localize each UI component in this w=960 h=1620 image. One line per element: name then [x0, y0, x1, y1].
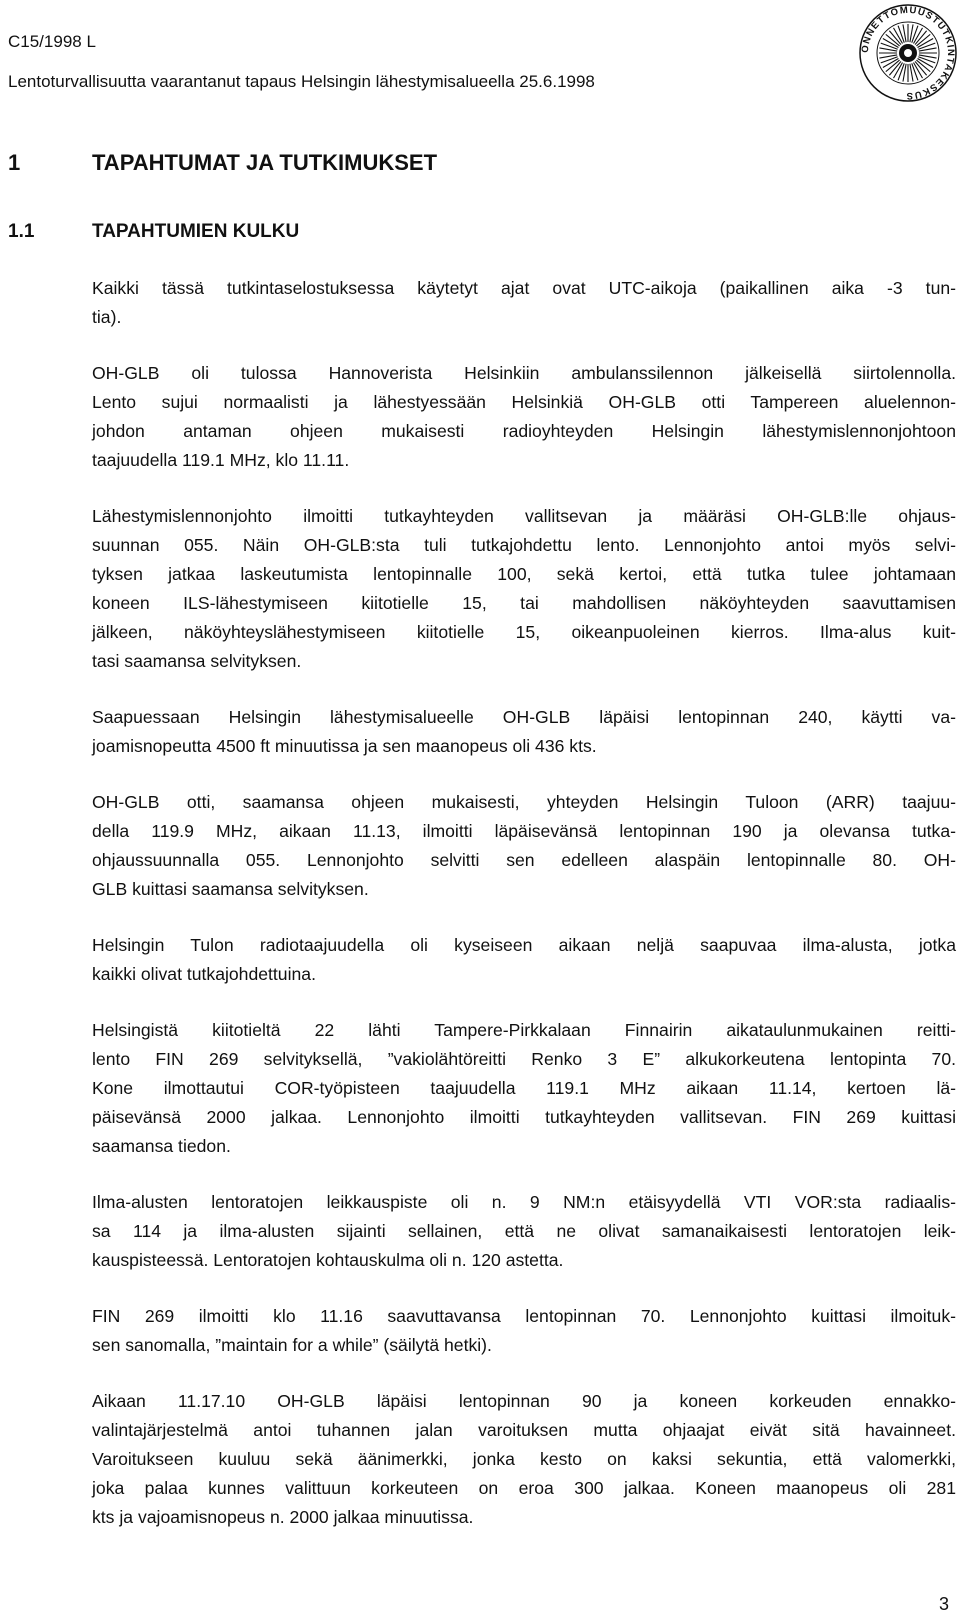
paragraph: [92, 1302, 956, 1360]
investigation-centre-seal-logo: [858, 3, 958, 103]
paragraph-line: taajuudella 119.1 MHz, klo 11.11.: [92, 450, 350, 470]
paragraph-line: Saapuessaan Helsingin lähestymisalueelle OH-GLB läpäisi lentopinnan 240, käytti va-: [92, 707, 956, 727]
paragraph-line: valintajärjestelmä antoi tuhannen jalan varoituksen mutta ohjaajat eivät sitä havainneet.: [92, 1420, 956, 1440]
paragraph-line: OH-GLB otti, saamansa ohjeen mukaisesti, yhteyden Helsingin Tuloon (ARR) taajuu-: [92, 792, 956, 812]
paragraph-line: saamansa tiedon.: [92, 1136, 231, 1156]
section-title: TAPAHTUMAT JA TUTKIMUKSET: [92, 150, 438, 175]
paragraph: [92, 1016, 956, 1161]
paragraph-line: koneen ILS-lähestymiseen kiitotielle 15, tai mahdollisen näköyhteyden saavuttamisen: [92, 593, 956, 613]
paragraph: [92, 1387, 956, 1532]
paragraph-line: tasi saamansa selvityksen.: [92, 651, 302, 671]
page-number: 3: [939, 1594, 950, 1614]
paragraph-line: della 119.9 MHz, aikaan 11.13, ilmoitti läpäisevänsä lentopinnan 190 ja olevansa tutka-: [92, 821, 956, 841]
section-number: 1: [8, 150, 21, 175]
paragraph-line: GLB kuittasi saamansa selvityksen.: [92, 879, 369, 899]
paragraph-line: joka palaa kunnes valittuun korkeuteen on eroa 300 jalkaa. Koneen maanopeus oli 281: [92, 1478, 956, 1498]
paragraph-line: jälkeen, näköyhteyslähestymiseen kiitotielle 15, oikeanpuoleinen kierros. Ilma-alus kuit-: [92, 622, 956, 642]
paragraph: [92, 1188, 956, 1275]
paragraph-line: Helsingistä kiitotieltä 22 lähti Tampere-Pirkkalaan Finnairin aikataulunmukainen reitti-: [92, 1020, 956, 1040]
subsection-number: 1.1: [8, 221, 35, 242]
paragraph-line: Kaikki tässä tutkintaselostuksessa käytetyt ajat ovat UTC-aikoja (paikallinen aika -3 tun-: [92, 278, 956, 298]
paragraph-line: Lento sujui normaalisti ja lähestyessään Helsinkiä OH-GLB otti Tampereen aluelennon-: [92, 392, 956, 412]
document-title: Lentoturvallisuutta vaarantanut tapaus Helsingin lähestymisalueella 25.6.1998: [8, 72, 595, 91]
paragraph-line: tia).: [92, 307, 122, 327]
paragraph: [92, 502, 956, 676]
paragraph-line: Kone ilmottautui COR-työpisteen taajuudella 119.1 MHz aikaan 11.14, kertoen lä-: [92, 1078, 956, 1098]
paragraph-line: ohjaussuunnalla 055. Lennonjohto selvitti sen edelleen alaspäin lentopinnalle 80. OH-: [92, 850, 956, 870]
paragraph-line: tyksen jatkaa laskeutumista lentopinnalle 100, sekä kertoi, että tutka tulee johtamaan: [92, 564, 956, 584]
document-code: C15/1998 L: [8, 32, 96, 51]
paragraph-line: Helsingin Tulon radiotaajuudella oli kyseiseen aikaan neljä saapuvaa ilma-alusta, jotka: [92, 935, 956, 955]
paragraph: [92, 359, 956, 475]
paragraph-line: kauspisteessä. Lentoratojen kohtauskulma oli n. 120 astetta.: [92, 1250, 564, 1270]
paragraph-line: johdon antaman ohjeen mukaisesti radioyhteyden Helsingin lähestymislennonjohtoon: [92, 421, 956, 441]
paragraph-line: Ilma-alusten lentoratojen leikkauspiste oli n. 9 NM:n etäisyydellä VTI VOR:sta radiaalis-: [92, 1192, 956, 1212]
paragraph-line: OH-GLB oli tulossa Hannoverista Helsinkiin ambulanssilennon jälkeisellä siirtolennolla.: [92, 363, 956, 383]
paragraph-line: joamisnopeutta 4500 ft minuutissa ja sen maanopeus oli 436 kts.: [92, 736, 597, 756]
paragraph-line: Lähestymislennonjohto ilmoitti tutkayhteyden vallitsevan ja määräsi OH-GLB:lle ohjaus-: [92, 506, 956, 526]
body-text: [92, 274, 956, 1559]
paragraph-line: FIN 269 ilmoitti klo 11.16 saavuttavansa lentopinnan 70. Lennonjohto kuittasi ilmoituk-: [92, 1306, 956, 1326]
paragraph-line: kaikki olivat tutkajohdettuina.: [92, 964, 316, 984]
paragraph-line: sen sanomalla, ”maintain for a while” (säilytä hetki).: [92, 1335, 492, 1355]
subsection-heading: [8, 220, 299, 244]
paragraph: [92, 931, 956, 989]
paragraph-line: suunnan 055. Näin OH-GLB:sta tuli tutkajohdettu lento. Lennonjohto antoi myös selvi-: [92, 535, 956, 555]
paragraph-line: Varoitukseen kuuluu sekä äänimerkki, jonka kesto on kaksi sekuntia, että valomerkki,: [92, 1449, 956, 1469]
section-heading: [8, 150, 437, 176]
svg-text:ONNETTOMUUSTUTKINTAKESKUS: ONNETTOMUUSTUTKINTAKESKUS: [859, 4, 957, 102]
paragraph-line: sa 114 ja ilma-alusten sijainti sellainen, että ne olivat samanaikaisesti lentoratojen leik-: [92, 1221, 956, 1241]
paragraph-line: Aikaan 11.17.10 OH-GLB läpäisi lentopinnan 90 ja koneen korkeuden ennakko-: [92, 1391, 956, 1411]
paragraph: [92, 274, 956, 332]
subsection-title: TAPAHTUMIEN KULKU: [92, 221, 300, 242]
paragraph: [92, 788, 956, 904]
paragraph-line: lento FIN 269 selvityksellä, ”vakiolähtöreitti Renko 3 E” alkukorkeutena lentopinta 70.: [92, 1049, 956, 1069]
paragraph: [92, 703, 956, 761]
paragraph-line: kts ja vajoamisnopeus n. 2000 jalkaa minuutissa.: [92, 1507, 474, 1527]
paragraph-line: päisevänsä 2000 jalkaa. Lennonjohto ilmoitti tutkayhteyden vallitsevan. FIN 269 kuittasi: [92, 1107, 956, 1127]
